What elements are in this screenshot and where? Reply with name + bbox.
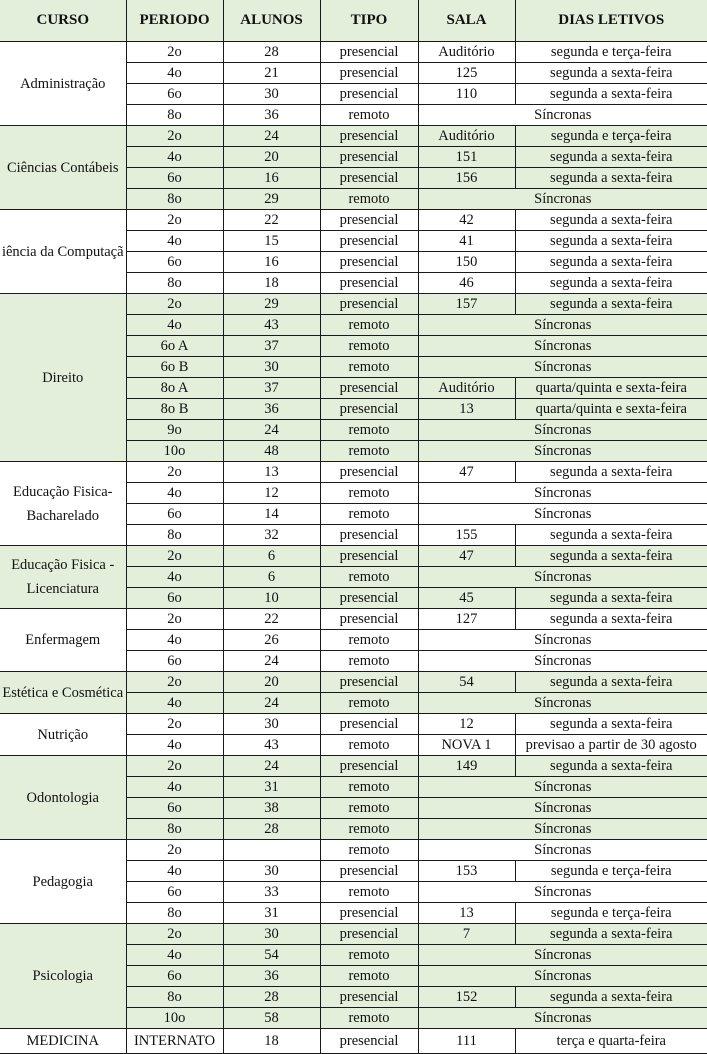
alunos-cell: 28 [223,42,320,63]
sincronas-cell: Síncronas [418,819,707,840]
alunos-cell: 12 [223,483,320,504]
dias-letivos-cell: segunda a sexta-feira [515,147,707,168]
dias-letivos-cell: segunda e terça-feira [515,861,707,882]
tipo-cell: remoto [320,945,418,966]
tipo-cell: presencial [320,84,418,105]
sincronas-cell: Síncronas [418,1008,707,1029]
alunos-cell: 15 [223,231,320,252]
alunos-cell: 36 [223,105,320,126]
periodo-cell: 4o [126,945,223,966]
tipo-cell: presencial [320,126,418,147]
periodo-cell: 8o [126,189,223,210]
alunos-cell: 43 [223,735,320,756]
sala-cell: 153 [418,861,515,882]
tipo-cell: remoto [320,420,418,441]
tipo-cell: presencial [320,672,418,693]
periodo-cell: 2o [126,714,223,735]
sincronas-cell: Síncronas [418,189,707,210]
dias-letivos-cell: segunda a sexta-feira [515,756,707,777]
dias-letivos-cell: segunda a sexta-feira [515,672,707,693]
tipo-cell: remoto [320,336,418,357]
course-name-cell: Administração [0,42,126,126]
sala-cell: 157 [418,294,515,315]
sala-cell: 47 [418,546,515,567]
alunos-cell [223,840,320,861]
dias-letivos-cell: segunda a sexta-feira [515,231,707,252]
tipo-cell: presencial [320,1029,418,1054]
periodo-cell: 6o B [126,357,223,378]
tipo-cell: remoto [320,630,418,651]
tipo-cell: presencial [320,252,418,273]
sincronas-cell: Síncronas [418,483,707,504]
periodo-cell: 8o [126,987,223,1008]
periodo-cell: 6o A [126,336,223,357]
dias-letivos-cell: quarta/quinta e sexta-feira [515,399,707,420]
sala-cell: 156 [418,168,515,189]
alunos-cell: 33 [223,882,320,903]
alunos-cell: 38 [223,798,320,819]
tipo-cell: presencial [320,147,418,168]
dias-letivos-cell: segunda a sexta-feira [515,252,707,273]
sala-cell: 125 [418,63,515,84]
alunos-cell: 37 [223,336,320,357]
sala-cell: 111 [418,1029,515,1054]
table-body [0,42,707,1054]
periodo-cell: 6o [126,504,223,525]
periodo-cell: 4o [126,735,223,756]
sala-cell: 151 [418,147,515,168]
periodo-cell: 8o [126,525,223,546]
tipo-cell: remoto [320,1008,418,1029]
alunos-cell: 24 [223,420,320,441]
alunos-cell: 31 [223,777,320,798]
dias-letivos-cell: quarta/quinta e sexta-feira [515,378,707,399]
periodo-cell: 4o [126,231,223,252]
header-tipo: TIPO [320,0,418,42]
tipo-cell: presencial [320,525,418,546]
sincronas-cell: Síncronas [418,504,707,525]
periodo-cell: 6o [126,588,223,609]
periodo-cell: 6o [126,252,223,273]
periodo-cell: 2o [126,546,223,567]
periodo-cell: 2o [126,609,223,630]
sala-cell: 127 [418,609,515,630]
periodo-cell: 8o B [126,399,223,420]
periodo-cell: 4o [126,693,223,714]
alunos-cell: 30 [223,861,320,882]
tipo-cell: presencial [320,714,418,735]
periodo-cell: 2o [126,462,223,483]
table-row [0,294,707,315]
course-name-cell: Estética e Cosmética [0,672,126,714]
alunos-cell: 30 [223,714,320,735]
tipo-cell: presencial [320,168,418,189]
course-name-cell: Educação Fisica - Licenciatura [0,546,126,609]
alunos-cell: 6 [223,546,320,567]
alunos-cell: 30 [223,924,320,945]
dias-letivos-cell: segunda a sexta-feira [515,273,707,294]
tipo-cell: presencial [320,231,418,252]
sincronas-cell: Síncronas [418,567,707,588]
tipo-cell: presencial [320,462,418,483]
periodo-cell: 8o A [126,378,223,399]
periodo-cell: 2o [126,924,223,945]
dias-letivos-cell: segunda a sexta-feira [515,987,707,1008]
alunos-cell: 22 [223,609,320,630]
sala-cell: 45 [418,588,515,609]
alunos-cell: 24 [223,693,320,714]
periodo-cell: 4o [126,861,223,882]
sincronas-cell: Síncronas [418,105,707,126]
table-row [0,126,707,147]
periodo-cell: 6o [126,882,223,903]
alunos-cell: 30 [223,357,320,378]
course-name-cell: Odontologia [0,756,126,840]
alunos-cell: 22 [223,210,320,231]
alunos-cell: 29 [223,294,320,315]
periodo-cell: 4o [126,63,223,84]
dias-letivos-cell: segunda a sexta-feira [515,546,707,567]
alunos-cell: 28 [223,987,320,1008]
alunos-cell: 54 [223,945,320,966]
sala-cell: 110 [418,84,515,105]
course-name-cell: Educação Fisica-Bacharelado [0,462,126,546]
header-alunos: ALUNOS [223,0,320,42]
periodo-cell: 2o [126,840,223,861]
periodo-cell: 2o [126,672,223,693]
sala-cell: NOVA 1 [418,735,515,756]
sincronas-cell: Síncronas [418,630,707,651]
course-name-cell: iência da Computaçã [0,210,126,294]
tipo-cell: remoto [320,651,418,672]
tipo-cell: remoto [320,777,418,798]
sala-cell: 54 [418,672,515,693]
tipo-cell: remoto [320,441,418,462]
dias-letivos-cell: segunda a sexta-feira [515,84,707,105]
dias-letivos-cell: segunda a sexta-feira [515,609,707,630]
sala-cell: 150 [418,252,515,273]
dias-letivos-cell: segunda a sexta-feira [515,924,707,945]
sincronas-cell: Síncronas [418,651,707,672]
alunos-cell: 37 [223,378,320,399]
alunos-cell: 36 [223,966,320,987]
header-periodo: PERIODO [126,0,223,42]
tipo-cell: remoto [320,504,418,525]
sincronas-cell: Síncronas [418,315,707,336]
periodo-cell: 4o [126,315,223,336]
header-sala: SALA [418,0,515,42]
alunos-cell: 32 [223,525,320,546]
periodo-cell: 10o [126,441,223,462]
header-row [0,0,707,42]
periodo-cell: 4o [126,483,223,504]
sincronas-cell: Síncronas [418,441,707,462]
sala-cell: 46 [418,273,515,294]
periodo-cell: 2o [126,210,223,231]
sincronas-cell: Síncronas [418,777,707,798]
alunos-cell: 26 [223,630,320,651]
tipo-cell: presencial [320,987,418,1008]
alunos-cell: 16 [223,252,320,273]
sincronas-cell: Síncronas [418,840,707,861]
tipo-cell: remoto [320,105,418,126]
alunos-cell: 14 [223,504,320,525]
course-name-cell: MEDICINA [0,1029,126,1054]
tipo-cell: remoto [320,483,418,504]
dias-letivos-cell: segunda a sexta-feira [515,294,707,315]
table-row [0,840,707,861]
periodo-cell: 2o [126,126,223,147]
alunos-cell: 36 [223,399,320,420]
periodo-cell: 6o [126,168,223,189]
sala-cell: Auditório [418,126,515,147]
table-row [0,672,707,693]
tipo-cell: remoto [320,693,418,714]
table-row [0,924,707,945]
tipo-cell: presencial [320,378,418,399]
header-dias-letivos: DIAS LETIVOS [515,0,707,42]
dias-letivos-cell: segunda a sexta-feira [515,525,707,546]
tipo-cell: presencial [320,273,418,294]
dias-letivos-cell: segunda a sexta-feira [515,168,707,189]
alunos-cell: 21 [223,63,320,84]
table-row [0,42,707,63]
tipo-cell: remoto [320,819,418,840]
sincronas-cell: Síncronas [418,966,707,987]
tipo-cell: remoto [320,798,418,819]
tipo-cell: presencial [320,861,418,882]
tipo-cell: presencial [320,399,418,420]
sala-cell: Auditório [418,378,515,399]
sala-cell: 42 [418,210,515,231]
periodo-cell: INTERNATO [126,1029,223,1054]
dias-letivos-cell: segunda e terça-feira [515,126,707,147]
tipo-cell: remoto [320,735,418,756]
sala-cell: 12 [418,714,515,735]
tipo-cell: presencial [320,903,418,924]
tipo-cell: presencial [320,924,418,945]
table-row [0,756,707,777]
periodo-cell: 4o [126,147,223,168]
tipo-cell: remoto [320,357,418,378]
periodo-cell: 10o [126,1008,223,1029]
alunos-cell: 30 [223,84,320,105]
dias-letivos-cell: previsao a partir de 30 agosto [515,735,707,756]
sincronas-cell: Síncronas [418,420,707,441]
periodo-cell: 8o [126,273,223,294]
tipo-cell: presencial [320,609,418,630]
alunos-cell: 48 [223,441,320,462]
tipo-cell: presencial [320,588,418,609]
tipo-cell: presencial [320,546,418,567]
alunos-cell: 58 [223,1008,320,1029]
table-row [0,714,707,735]
periodo-cell: 2o [126,294,223,315]
dias-letivos-cell: segunda a sexta-feira [515,714,707,735]
alunos-cell: 20 [223,147,320,168]
tipo-cell: remoto [320,315,418,336]
sala-cell: 149 [418,756,515,777]
periodo-cell: 9o [126,420,223,441]
alunos-cell: 20 [223,672,320,693]
course-name-cell: Psicologia [0,924,126,1029]
periodo-cell: 2o [126,42,223,63]
alunos-cell: 31 [223,903,320,924]
course-name-cell: Enfermagem [0,609,126,672]
dias-letivos-cell: terça e quarta-feira [515,1029,707,1054]
alunos-cell: 29 [223,189,320,210]
sala-cell: 7 [418,924,515,945]
alunos-cell: 24 [223,651,320,672]
tipo-cell: remoto [320,567,418,588]
sala-cell: 47 [418,462,515,483]
periodo-cell: 6o [126,651,223,672]
dias-letivos-cell: segunda e terça-feira [515,42,707,63]
tipo-cell: remoto [320,189,418,210]
alunos-cell: 10 [223,588,320,609]
tipo-cell: remoto [320,840,418,861]
alunos-cell: 18 [223,273,320,294]
sincronas-cell: Síncronas [418,798,707,819]
periodo-cell: 8o [126,903,223,924]
course-name-cell: Direito [0,294,126,462]
tipo-cell: presencial [320,63,418,84]
sincronas-cell: Síncronas [418,693,707,714]
tipo-cell: presencial [320,756,418,777]
periodo-cell: 8o [126,819,223,840]
alunos-cell: 13 [223,462,320,483]
course-name-cell: Nutrição [0,714,126,756]
course-name-cell: Ciências Contábeis [0,126,126,210]
tipo-cell: presencial [320,42,418,63]
tipo-cell: presencial [320,210,418,231]
sincronas-cell: Síncronas [418,336,707,357]
alunos-cell: 43 [223,315,320,336]
dias-letivos-cell: segunda a sexta-feira [515,63,707,84]
periodo-cell: 4o [126,777,223,798]
tipo-cell: remoto [320,966,418,987]
sala-cell: 41 [418,231,515,252]
table-row [0,210,707,231]
periodo-cell: 8o [126,105,223,126]
dias-letivos-cell: segunda a sexta-feira [515,210,707,231]
header-curso: CURSO [0,0,126,42]
sincronas-cell: Síncronas [418,882,707,903]
dias-letivos-cell: segunda a sexta-feira [515,462,707,483]
table-row [0,609,707,630]
periodo-cell: 2o [126,756,223,777]
periodo-cell: 6o [126,798,223,819]
sala-cell: 152 [418,987,515,1008]
sala-cell: 13 [418,903,515,924]
dias-letivos-cell: segunda a sexta-feira [515,588,707,609]
sala-cell: Auditório [418,42,515,63]
alunos-cell: 18 [223,1029,320,1054]
alunos-cell: 28 [223,819,320,840]
periodo-cell: 6o [126,84,223,105]
sala-cell: 13 [418,399,515,420]
periodo-cell: 6o [126,966,223,987]
table-row [0,1029,707,1054]
dias-letivos-cell: segunda e terça-feira [515,903,707,924]
sincronas-cell: Síncronas [418,357,707,378]
sincronas-cell: Síncronas [418,945,707,966]
alunos-cell: 16 [223,168,320,189]
alunos-cell: 6 [223,567,320,588]
table-row [0,462,707,483]
periodo-cell: 4o [126,630,223,651]
tipo-cell: presencial [320,294,418,315]
sala-cell: 155 [418,525,515,546]
periodo-cell: 4o [126,567,223,588]
alunos-cell: 24 [223,126,320,147]
course-name-cell: Pedagogia [0,840,126,924]
table-row [0,546,707,567]
tipo-cell: remoto [320,882,418,903]
alunos-cell: 24 [223,756,320,777]
